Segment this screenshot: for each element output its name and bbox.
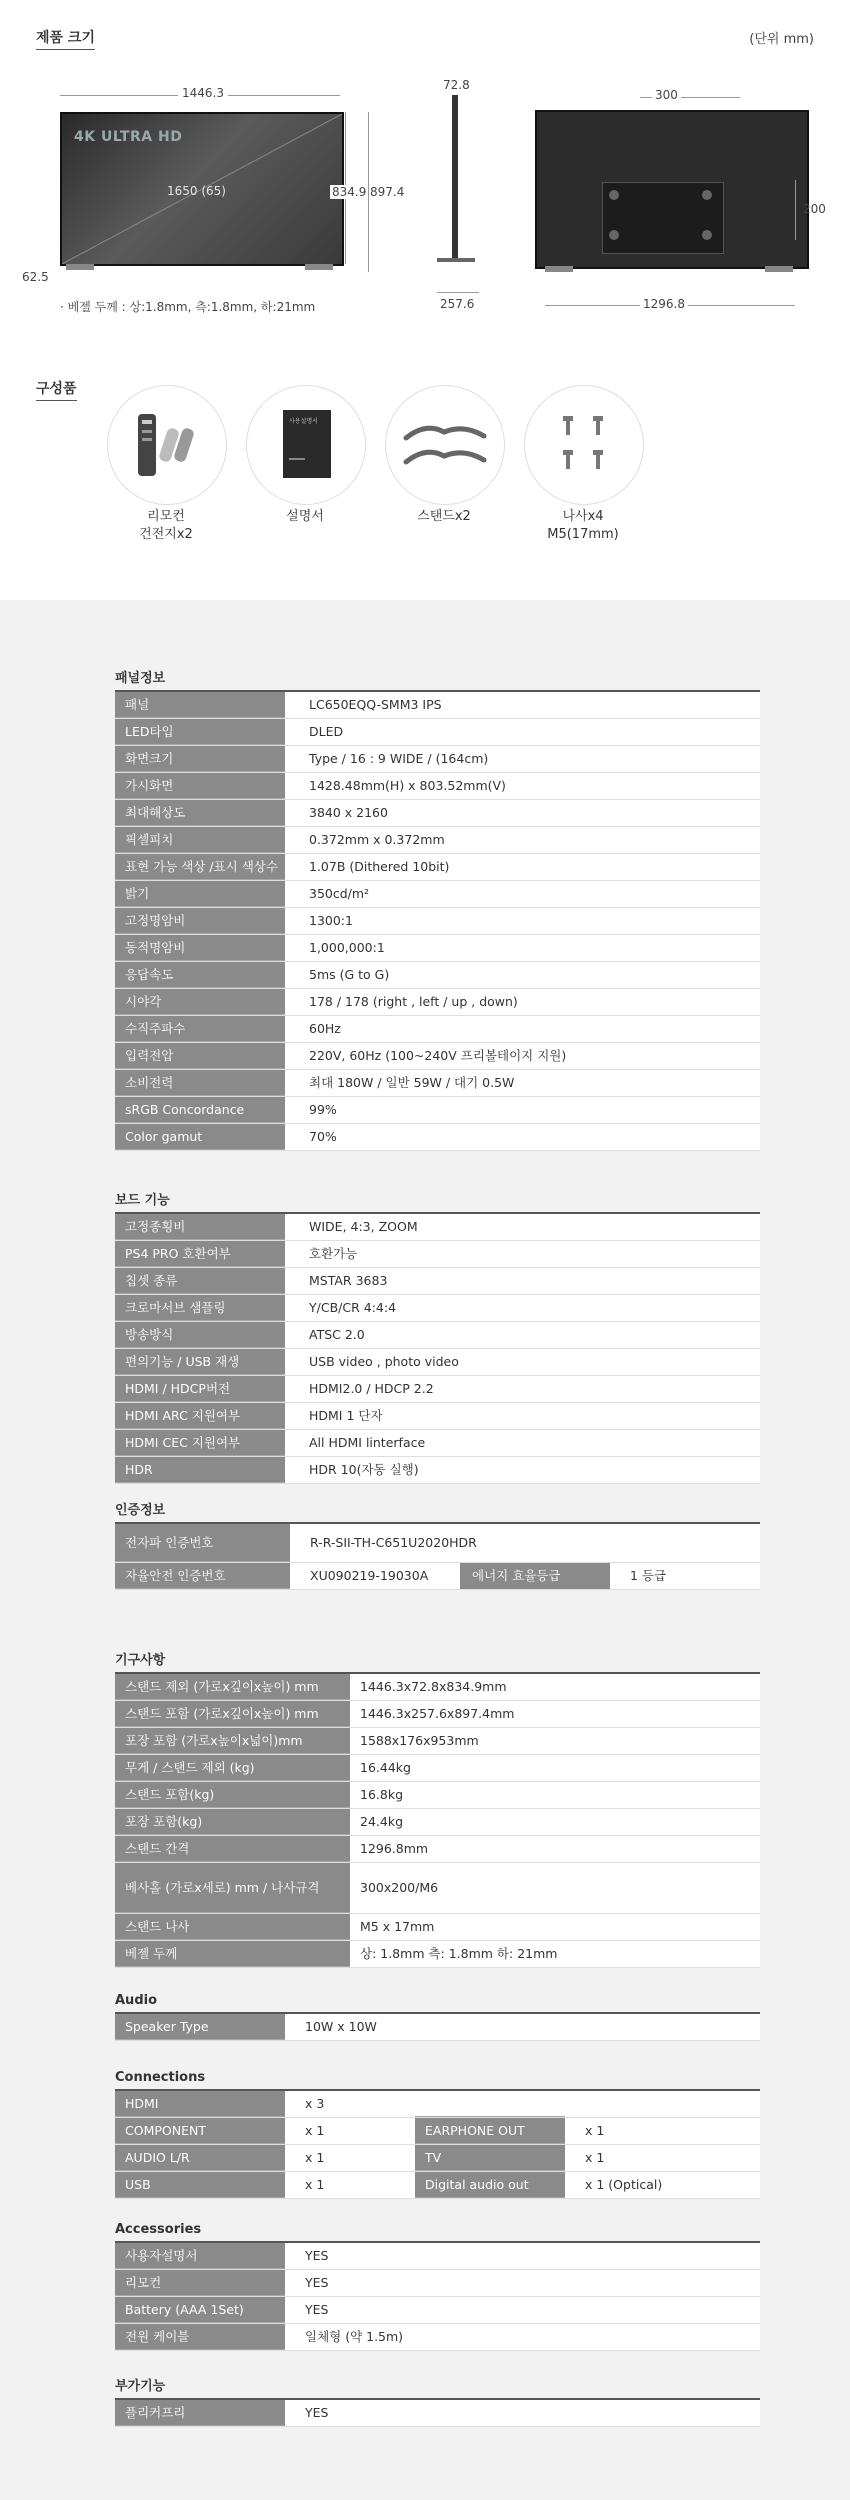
spec-row	[115, 935, 760, 962]
spec-row	[115, 1728, 760, 1755]
tv-front-view	[60, 112, 344, 266]
spec-label: PS4 PRO 호환여부	[115, 1241, 285, 1267]
connection-label: EARPHONE OUT	[415, 2118, 565, 2144]
spec-value: 호환가능	[309, 1246, 358, 1261]
tv-brand-text: 4K ULTRA HD	[74, 129, 183, 145]
spec-label: 시야각	[115, 989, 285, 1015]
manual-cover-text: 사용설명서	[289, 418, 318, 425]
screws-image	[524, 385, 644, 505]
spec-label: 표현 가능 색상 /표시 색상수	[115, 854, 285, 880]
tv-back-view	[535, 110, 809, 269]
connection-count: x 1	[585, 2123, 605, 2138]
spec-row	[115, 2297, 760, 2324]
component-name: 리모컨	[147, 509, 185, 524]
spec-value: 최대 180W / 일반 59W / 대기 0.5W	[309, 1075, 515, 1090]
spec-label: 칩셋 종류	[115, 1268, 285, 1294]
depth-top-label: 72.8	[443, 78, 470, 92]
right-foot	[305, 264, 333, 270]
spec-label: 스탠드 포함(kg)	[115, 1782, 350, 1808]
spec-value: 1296.8mm	[360, 1841, 429, 1856]
width-label: 1446.3	[178, 86, 228, 100]
spec-value: ATSC 2.0	[309, 1327, 365, 1342]
spec-row	[115, 1070, 760, 1097]
spec-value: 178 / 178 (right , left / up , down)	[309, 994, 518, 1009]
component-name: 스탠드x2	[417, 509, 471, 524]
spec-label: 픽셀피치	[115, 827, 285, 853]
connection-count: x 1	[305, 2123, 325, 2138]
connection-label	[415, 2091, 565, 2117]
connection-row	[115, 2118, 760, 2145]
spec-row	[115, 2270, 760, 2297]
spec-value: LC650EQQ-SMM3 IPS	[309, 697, 442, 712]
spec-row	[115, 1863, 760, 1914]
accessories-section	[115, 2219, 760, 2351]
spec-label: 전원 케이블	[115, 2324, 285, 2350]
spec-label: 크로마서브 샘플링	[115, 1295, 285, 1321]
section-title: Accessories	[115, 2219, 760, 2243]
spec-label: Speaker Type	[115, 2014, 285, 2040]
spec-row	[115, 773, 760, 800]
spec-label: 패널	[115, 692, 285, 718]
spec-value: DLED	[309, 724, 344, 739]
manual-image	[246, 385, 366, 505]
spec-row	[115, 1214, 760, 1241]
foot-height-label: 62.5	[22, 270, 49, 284]
spec-value: 1300:1	[309, 913, 353, 928]
section-title: 패널정보	[115, 668, 760, 692]
spec-row	[115, 1016, 760, 1043]
height2-label: 897.4	[370, 185, 405, 199]
connection-label: TV	[415, 2145, 565, 2171]
spec-value: 1446.3x72.8x834.9mm	[360, 1679, 507, 1694]
spec-value: Y/CB/CR 4:4:4	[309, 1300, 397, 1315]
spec-label: Battery (AAA 1Set)	[115, 2297, 285, 2323]
spec-label: HDMI / HDCP버전	[115, 1376, 285, 1402]
spec-row	[115, 1836, 760, 1863]
spec-value: 16.44kg	[360, 1760, 411, 1775]
spec-row	[115, 1782, 760, 1809]
component-label	[385, 508, 503, 526]
spec-row	[115, 2243, 760, 2270]
spec-row	[115, 1914, 760, 1941]
remote-image	[107, 385, 227, 505]
spec-label: 스탠드 간격	[115, 1836, 350, 1862]
spec-row	[115, 989, 760, 1016]
spec-label: sRGB Concordance	[115, 1097, 285, 1123]
spec-row	[115, 1376, 760, 1403]
spec-label: 소비전력	[115, 1070, 285, 1096]
spec-row	[115, 1241, 760, 1268]
spec-value: Type / 16 : 9 WIDE / (164cm)	[309, 751, 489, 766]
vesa-hole-icon	[609, 190, 619, 200]
spec-row	[115, 1403, 760, 1430]
spec-value: 3840 x 2160	[309, 805, 388, 820]
energy-label: 에너지 효율등급	[460, 1563, 610, 1589]
component-label	[107, 508, 225, 544]
spec-row	[115, 1674, 760, 1701]
spec-row	[115, 827, 760, 854]
spec-row	[115, 908, 760, 935]
audio-section	[115, 1990, 760, 2041]
spec-row	[115, 2014, 760, 2041]
back-right-foot	[765, 266, 793, 272]
section-title: 보드 기능	[115, 1190, 760, 1214]
stand-icon	[386, 386, 504, 504]
spec-row	[115, 1701, 760, 1728]
spec-row	[115, 1268, 760, 1295]
spec-value: 10W x 10W	[305, 2019, 377, 2034]
stand-span-label: 1296.8	[640, 297, 688, 311]
spec-value: 70%	[309, 1129, 337, 1144]
spec-row	[115, 1097, 760, 1124]
spec-value: 60Hz	[309, 1021, 341, 1036]
spec-value: WIDE, 4:3, ZOOM	[309, 1219, 418, 1234]
connections-section	[115, 2067, 760, 2199]
spec-label: 최대해상도	[115, 800, 285, 826]
spec-label: 입력전압	[115, 1043, 285, 1069]
spec-label: 베사홀 (가로x세로) mm / 나사규격	[115, 1863, 350, 1913]
spec-value: HDMI2.0 / HDCP 2.2	[309, 1381, 434, 1396]
spec-value: 1.07B (Dithered 10bit)	[309, 859, 450, 874]
connection-row	[115, 2172, 760, 2199]
manual-icon	[247, 386, 365, 504]
component-detail: M5(17mm)	[547, 527, 619, 542]
cert-value: R-R-SII-TH-C651U2020HDR	[310, 1535, 477, 1550]
section-title: Audio	[115, 1990, 760, 2014]
spec-row	[115, 692, 760, 719]
vesa-hole-icon	[702, 190, 712, 200]
components-title: 구성품	[36, 378, 77, 398]
spec-value: MSTAR 3683	[309, 1273, 388, 1288]
spec-value: 1,000,000:1	[309, 940, 385, 955]
cert-row	[115, 1563, 760, 1590]
spec-row	[115, 1430, 760, 1457]
spec-label: 동적명암비	[115, 935, 285, 961]
spec-label: 편의기능 / USB 재생	[115, 1349, 285, 1375]
spec-label: HDR	[115, 1457, 285, 1483]
spec-label: 무게 / 스탠드 제외 (kg)	[115, 1755, 350, 1781]
spec-value: YES	[305, 2275, 329, 2290]
depth-bottom-label: 257.6	[440, 297, 475, 311]
spec-row	[115, 746, 760, 773]
tv-side-view	[452, 95, 458, 260]
cert-label: 자율안전 인증번호	[115, 1563, 290, 1589]
spec-label: 포장 포함(kg)	[115, 1809, 350, 1835]
left-foot	[66, 264, 94, 270]
spec-value: 350cd/m²	[309, 886, 370, 901]
spec-value: YES	[305, 2248, 329, 2263]
diagonal-label: 1650 (65)	[167, 184, 226, 198]
mech-section	[115, 1650, 760, 1968]
connection-label: COMPONENT	[115, 2118, 285, 2144]
spec-label: 포장 포함 (가로x높이x넓이)mm	[115, 1728, 350, 1754]
spec-label: 베젤 두께	[115, 1941, 350, 1967]
spec-label: 리모컨	[115, 2270, 285, 2296]
depth-bottom-line	[437, 292, 479, 293]
cert-row	[115, 1524, 760, 1563]
connection-row	[115, 2145, 760, 2172]
energy-value: 1 등급	[630, 1568, 667, 1583]
spec-value: 1446.3x257.6x897.4mm	[360, 1706, 515, 1721]
spec-row	[115, 962, 760, 989]
spec-row	[115, 1809, 760, 1836]
spec-value: 220V, 60Hz (100~240V 프리볼테이지 지원)	[309, 1048, 567, 1063]
spec-value: HDMI 1 단자	[309, 1408, 383, 1423]
cert-value: XU090219-19030A	[310, 1568, 429, 1583]
spec-row	[115, 1349, 760, 1376]
spec-value: 1588x176x953mm	[360, 1733, 479, 1748]
height1-label: 834.9	[332, 185, 367, 199]
spec-row	[115, 1295, 760, 1322]
component-label	[246, 508, 364, 526]
spec-row	[115, 881, 760, 908]
component-label	[524, 508, 642, 544]
extra-section	[115, 2376, 760, 2427]
vesa-width-label: 300	[652, 88, 681, 102]
spec-label: 수직주파수	[115, 1016, 285, 1042]
component-detail: 건전지x2	[139, 527, 193, 542]
spec-label: 스탠드 제외 (가로x깊이x높이) mm	[115, 1674, 350, 1700]
spec-row	[115, 2324, 760, 2351]
spec-value: M5 x 17mm	[360, 1919, 435, 1934]
bezel-note: · 베젤 두께 : 상:1.8mm, 측:1.8mm, 하:21mm	[60, 300, 316, 314]
remote-icon	[108, 386, 226, 504]
section-title: 인증정보	[115, 1500, 760, 1524]
spec-label: 스탠드 포함 (가로x깊이x높이) mm	[115, 1701, 350, 1727]
spec-row	[115, 854, 760, 881]
spec-label: 밝기	[115, 881, 285, 907]
spec-row	[115, 800, 760, 827]
section-title: 기구사항	[115, 1650, 760, 1674]
spec-label: 스탠드 나사	[115, 1914, 350, 1940]
connection-count: x 3	[305, 2096, 325, 2111]
connection-label: Digital audio out	[415, 2172, 565, 2198]
tv-side-stand	[437, 258, 475, 262]
spec-value: 0.372mm x 0.372mm	[309, 832, 445, 847]
spec-label: 플리커프리	[115, 2400, 285, 2426]
connection-count: x 1	[305, 2150, 325, 2165]
component-name: 설명서	[286, 509, 324, 524]
vesa-hole-icon	[609, 230, 619, 240]
spec-row	[115, 1457, 760, 1484]
spec-label: HDMI CEC 지원여부	[115, 1430, 285, 1456]
spec-label: 방송방식	[115, 1322, 285, 1348]
vesa-hole-icon	[702, 230, 712, 240]
spec-label: HDMI ARC 지원여부	[115, 1403, 285, 1429]
spec-value: USB video , photo video	[309, 1354, 459, 1369]
spec-value: 99%	[309, 1102, 337, 1117]
spec-label: 사용자설명서	[115, 2243, 285, 2269]
connection-count: x 1 (Optical)	[585, 2177, 663, 2192]
vesa-height-line	[795, 180, 796, 240]
spec-label: 가시화면	[115, 773, 285, 799]
spec-label: Color gamut	[115, 1124, 285, 1150]
section-title: 부가기능	[115, 2376, 760, 2400]
cert-section	[115, 1500, 760, 1590]
spec-value: All HDMI linterface	[309, 1435, 426, 1450]
connection-label: USB	[115, 2172, 285, 2198]
product-size-area	[0, 0, 850, 600]
spec-label: 응답속도	[115, 962, 285, 988]
section-title: Connections	[115, 2067, 760, 2091]
spec-label: 고정명암비	[115, 908, 285, 934]
spec-value: 5ms (G to G)	[309, 967, 390, 982]
back-left-foot	[545, 266, 573, 272]
spec-row	[115, 1322, 760, 1349]
size-title: 제품 크기	[36, 27, 95, 47]
spec-value: 16.8kg	[360, 1787, 404, 1802]
board-section	[115, 1190, 760, 1484]
spec-value: 1428.48mm(H) x 803.52mm(V)	[309, 778, 506, 793]
spec-row	[115, 1755, 760, 1782]
spec-value: YES	[305, 2302, 329, 2317]
spec-row	[115, 2400, 760, 2427]
cert-label: 전자파 인증번호	[115, 1524, 290, 1562]
stand-image	[385, 385, 505, 505]
connection-count	[565, 2091, 760, 2117]
screw-icon	[525, 386, 643, 504]
connection-label: HDMI	[115, 2091, 285, 2117]
spec-value: HDR 10(자동 실행)	[309, 1462, 419, 1477]
spec-value: 300x200/M6	[360, 1880, 439, 1895]
spec-label: 화면크기	[115, 746, 285, 772]
spec-row	[115, 1124, 760, 1151]
spec-value: 24.4kg	[360, 1814, 404, 1829]
panel-section	[115, 668, 760, 1151]
spec-label: 고정종횡비	[115, 1214, 285, 1240]
connection-label: AUDIO L/R	[115, 2145, 285, 2171]
spec-row	[115, 719, 760, 746]
spec-label: LED타입	[115, 719, 285, 745]
connection-count: x 1	[305, 2177, 325, 2192]
component-name: 나사x4	[562, 509, 604, 524]
unit-label: (단위 mm)	[749, 32, 814, 47]
spec-row	[115, 1941, 760, 1968]
vesa-height-label: 200	[803, 202, 826, 216]
connection-row	[115, 2091, 760, 2118]
spec-value: 상: 1.8mm 측: 1.8mm 하: 21mm	[360, 1946, 558, 1961]
spec-value: YES	[305, 2405, 329, 2420]
spec-value: 일체형 (약 1.5m)	[305, 2329, 404, 2344]
connection-count: x 1	[585, 2150, 605, 2165]
spec-area	[0, 600, 850, 2500]
spec-row	[115, 1043, 760, 1070]
